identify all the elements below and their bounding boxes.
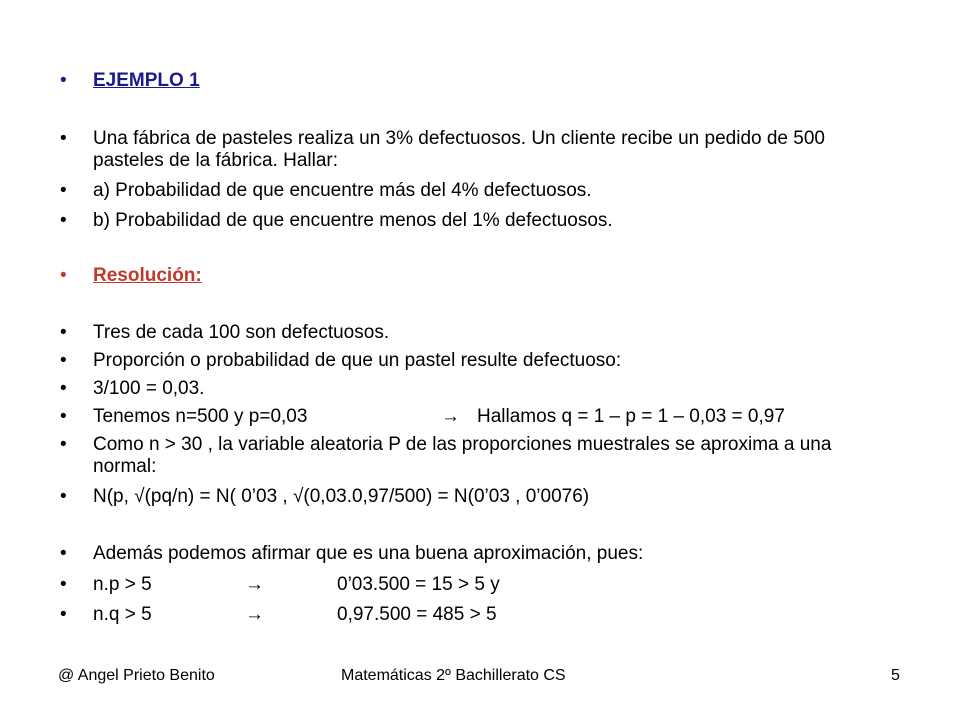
- bullet: •: [60, 604, 67, 625]
- arrow-icon: →: [245, 604, 264, 625]
- part-b: b) Probabilidad de que encuentre menos del 1% defectuosos.: [93, 210, 613, 231]
- footer-course: Matemáticas 2º Bachillerato CS: [341, 667, 566, 684]
- bullet: •: [60, 378, 67, 399]
- q-calculation: Hallamos q = 1 – p = 1 – 0,03 = 0,97: [477, 406, 785, 427]
- example-heading: EJEMPLO 1: [93, 70, 200, 91]
- nq-check: 0,97.500 = 485 > 5: [337, 604, 497, 625]
- bullet: •: [60, 406, 67, 427]
- bullet: •: [60, 210, 67, 231]
- resolution-text: Además podemos afirmar que es una buena aproximación, pues:: [93, 543, 644, 564]
- problem-statement: Una fábrica de pasteles realiza un 3% defectuosos. Un cliente recibe un pedido de 500 pasteles de la fábrica. Hallar:: [93, 128, 825, 171]
- bullet: •: [60, 322, 67, 343]
- arrow-icon: →: [245, 574, 264, 595]
- bullet: •: [60, 543, 67, 564]
- resolution-text: 3/100 = 0,03.: [93, 378, 205, 399]
- resolution-text: Proporción o probabilidad de que un pastel resulte defectuoso:: [93, 350, 622, 371]
- condition-nq: n.q > 5: [93, 604, 152, 625]
- condition-np: n.p > 5: [93, 574, 152, 595]
- resolution-text: Como n > 30 , la variable aleatoria P de las proporciones muestrales se aproxima a una normal:: [93, 434, 832, 477]
- resolution-text: Tres de cada 100 son defectuosos.: [93, 322, 390, 343]
- footer-page-number: 5: [891, 667, 900, 684]
- bullet: •: [60, 434, 67, 455]
- bullet: •: [60, 70, 67, 91]
- bullet: •: [60, 486, 67, 507]
- arrow-icon: →: [441, 406, 460, 427]
- part-a: a) Probabilidad de que encuentre más del 4% defectuosos.: [93, 180, 592, 201]
- given-values: Tenemos n=500 y p=0,03: [93, 406, 308, 427]
- resolution-heading: Resolución:: [93, 265, 202, 286]
- np-check: 0’03.500 = 15 > 5 y: [337, 574, 500, 595]
- bullet: •: [60, 265, 67, 286]
- bullet: •: [60, 180, 67, 201]
- footer-author: @ Angel Prieto Benito: [58, 667, 215, 684]
- normal-distribution-formula: N(p, √(pq/n) = N( 0’03 , √(0,03.0,97/500) = N(0’03 , 0’0076): [93, 486, 590, 507]
- bullet: •: [60, 574, 67, 595]
- bullet: •: [60, 350, 67, 371]
- bullet: •: [60, 128, 67, 149]
